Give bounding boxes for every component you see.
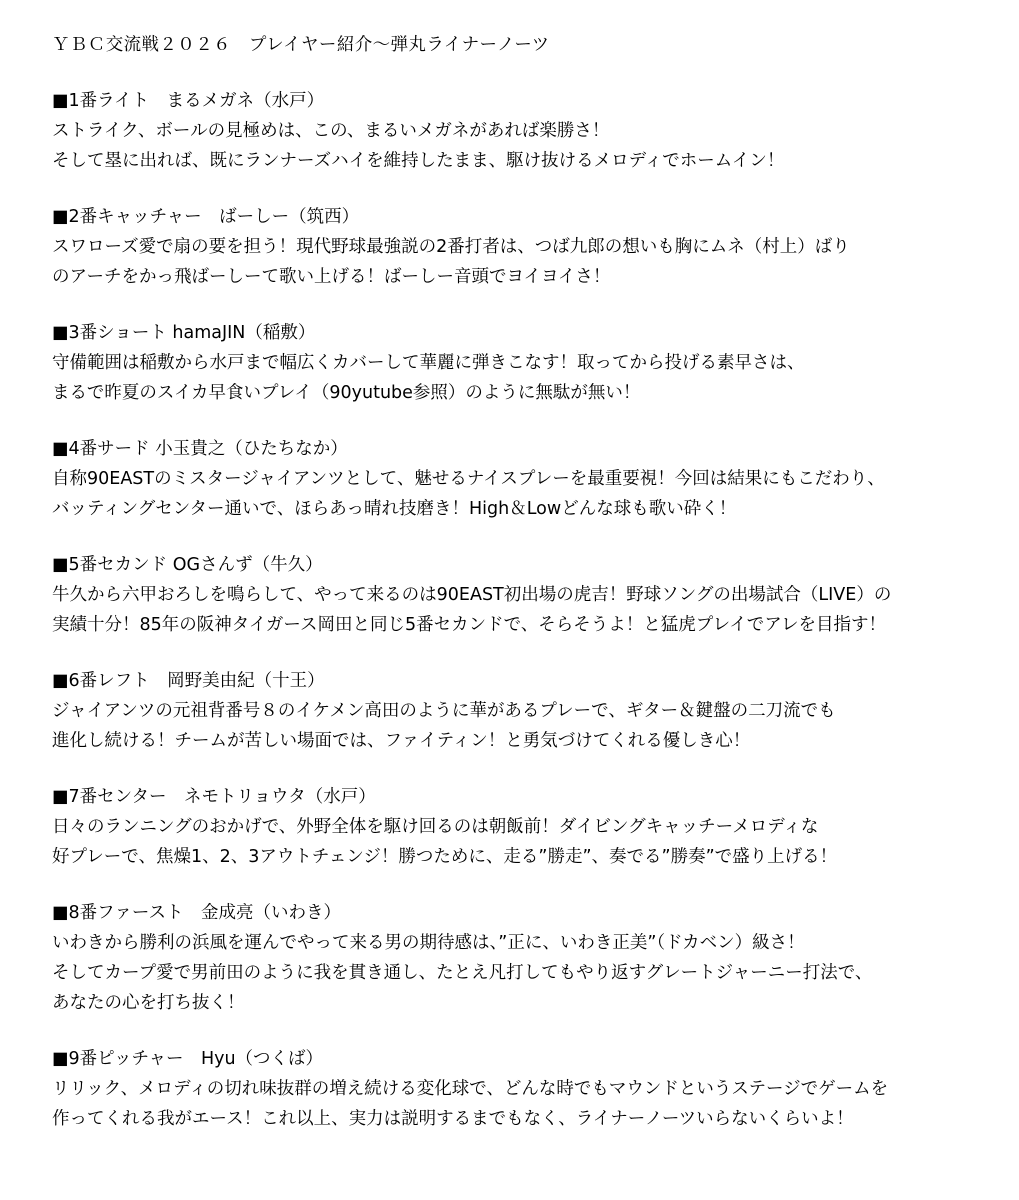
player-heading: ■3番ショート hamaJIN（稲敷） xyxy=(52,323,316,343)
player-description-line: スワローズ愛で扇の要を担う！現代野球最強説の2番打者は、つば九郎の想いも胸にムネ（村上）ばり xyxy=(52,237,850,257)
player-section-8 xyxy=(52,898,992,1018)
player-section-6 xyxy=(52,666,992,756)
player-description-line: 日々のランニングのおかげで、外野全体を駆け回るのは朝飯前！ダイビングキャッチーメロディな xyxy=(52,817,819,837)
player-section-4 xyxy=(52,434,992,524)
player-description-line: のアーチをかっ飛ばーしーて歌い上げる！ばーしー音頭でヨイヨイさ！ xyxy=(52,267,611,287)
player-heading: ■2番キャッチャー ばーしー（筑西） xyxy=(52,207,360,227)
document-title: ＹＢＣ交流戦２０２６ プレイヤー紹介～弾丸ライナーノーツ xyxy=(52,35,550,55)
player-description-line: 進化し続ける！チームが苦しい場面では、ファイティン！と勇気づけてくれる優しき心！ xyxy=(52,731,751,751)
player-heading: ■7番センター ネモトリョウタ（水戸） xyxy=(52,787,376,807)
player-description-line: ストライク、ボールの見極めは、この、まるいメガネがあれば楽勝さ！ xyxy=(52,121,610,141)
player-heading: ■6番レフト 岡野美由紀（十王） xyxy=(52,671,325,691)
player-description-line: そして塁に出れば、既にランナーズハイを維持したまま、駆け抜けるメロディでホームイン！ xyxy=(52,151,785,171)
player-heading: ■9番ピッチャー Hyu（つくば） xyxy=(52,1049,324,1069)
player-heading: ■8番ファースト 金成亮（いわき） xyxy=(52,903,341,923)
player-heading: ■4番サード 小玉貴之（ひたちなか） xyxy=(52,439,348,459)
player-section-1 xyxy=(52,86,992,176)
player-description-line: 実績十分！85年の阪神タイガース岡田と同じ5番セカンドで、そらそうよ！と猛虎プレイでアレを目指す！ xyxy=(52,615,887,635)
player-description-line: いわきから勝利の浜風を運んでやって来る男の期待感は、”正に、いわき正美”（ドカベン）級さ！ xyxy=(52,933,805,953)
player-section-9 xyxy=(52,1044,992,1134)
player-description-line: 作ってくれる我がエース！これ以上、実力は説明するまでもなく、ライナーノーツいらないくらいよ！ xyxy=(52,1109,854,1129)
player-description-line: 好プレーで、焦燥1、2、3アウトチェンジ！勝つために、走る”勝走”、奏でる”勝奏”で盛り上げる！ xyxy=(52,847,838,867)
player-description-line: あなたの心を打ち抜く！ xyxy=(52,993,245,1013)
player-description-line: 自称90EASTのミスタージャイアンツとして、魅せるナイスプレーを最重要視！今回は結果にもこだわり、 xyxy=(52,469,885,489)
player-section-5 xyxy=(52,550,992,640)
document xyxy=(52,30,992,1160)
player-description-line: 牛久から六甲おろしを鳴らして、やって来るのは90EAST初出場の虎吉！野球ソングの出場試合（LIVE）の xyxy=(52,585,892,605)
player-section-7 xyxy=(52,782,992,872)
player-description-line: 守備範囲は稲敷から水戸まで幅広くカバーして華麗に弾きこなす！取ってから投げる素早さは、 xyxy=(52,353,805,373)
player-section-2 xyxy=(52,202,992,292)
player-description-line: そしてカープ愛で男前田のように我を貫き通し、たとえ凡打してもやり返すグレートジャーニー打法で、 xyxy=(52,963,873,983)
player-description-line: リリック、メロディの切れ味抜群の増え続ける変化球で、どんな時でもマウンドというステージでゲームを xyxy=(52,1079,889,1099)
player-heading: ■5番セカンド OGさんず（牛久） xyxy=(52,555,323,575)
player-description-line: バッティングセンター通いで、ほらあっ晴れ技磨き！High＆Lowどんな球も歌い砕く！ xyxy=(52,499,737,519)
player-heading: ■1番ライト まるメガネ（水戸） xyxy=(52,91,325,111)
player-description-line: ジャイアンツの元祖背番号８のイケメン高田のように華があるプレーで、ギター＆鍵盤の二刀流でも xyxy=(52,701,836,721)
player-description-line: まるで昨夏のスイカ早食いプレイ（90yutube参照）のように無駄が無い！ xyxy=(52,383,641,403)
player-section-3 xyxy=(52,318,992,408)
